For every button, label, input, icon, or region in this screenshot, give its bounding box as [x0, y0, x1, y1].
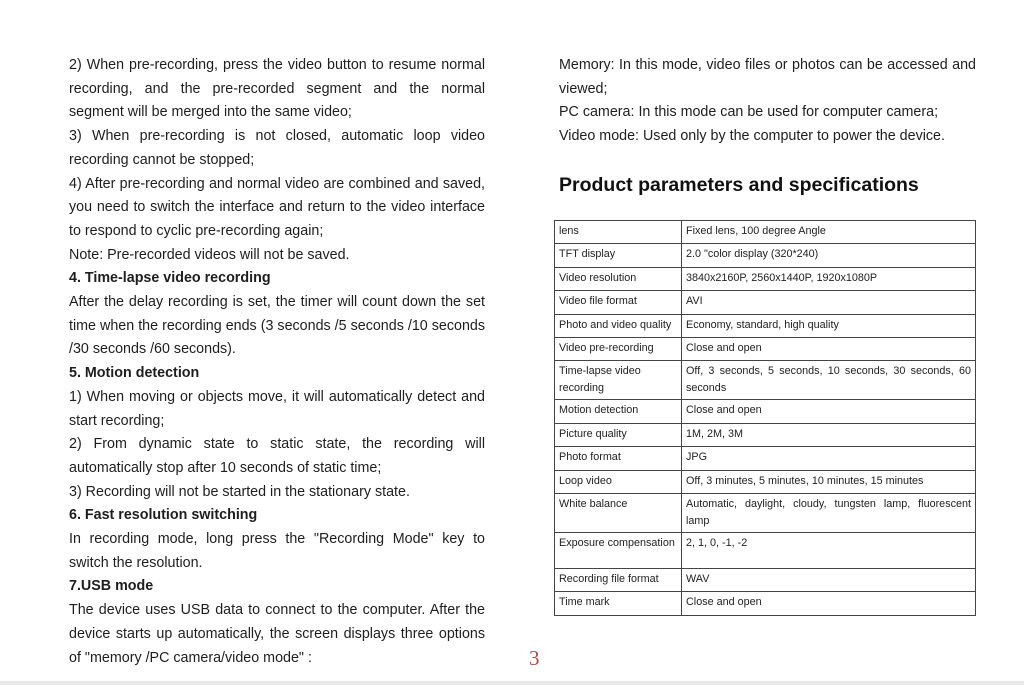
paragraph-video-mode: Video mode: Used only by the computer to power the device.	[559, 128, 945, 145]
spec-value: WAV	[682, 568, 976, 591]
page-number: 3	[529, 646, 540, 670]
spec-key: Loop video	[555, 470, 682, 493]
spec-value: Off, 3 seconds, 5 seconds, 10 seconds, 30 seconds, 60 seconds	[682, 361, 976, 400]
spec-value: Close and open	[682, 592, 976, 615]
spec-key: White balance	[555, 493, 682, 532]
spec-value: 2, 1, 0, -1, -2	[682, 532, 976, 568]
paragraph-memory: Memory: In this mode, video files or photos can be accessed and viewed;	[559, 57, 976, 97]
spec-row	[555, 447, 976, 470]
spec-key: Recording file format	[555, 568, 682, 591]
spec-key: Time mark	[555, 592, 682, 615]
spec-key: lens	[555, 221, 682, 244]
paragraph: After the delay recording is set, the timer will count down the set time when the recording ends (3 seconds /5 seconds /10 seconds /30 seconds /60 seconds).	[69, 294, 485, 358]
spec-value: 3840x2160P, 2560x1440P, 1920x1080P	[682, 267, 976, 290]
spec-row	[555, 337, 976, 360]
spec-key: Picture quality	[555, 423, 682, 446]
paragraph: 3) When pre-recording is not closed, automatic loop video recording cannot be stopped;	[69, 128, 485, 168]
spec-key: Video file format	[555, 291, 682, 314]
spec-row	[555, 221, 976, 244]
paragraph: In recording mode, long press the "Recording Mode" key to switch the resolution.	[69, 531, 485, 571]
spec-value: Economy, standard, high quality	[682, 314, 976, 337]
page-edge	[0, 681, 1024, 685]
spec-value: Fixed lens, 100 degree Angle	[682, 221, 976, 244]
spec-value: Off, 3 minutes, 5 minutes, 10 minutes, 15 minutes	[682, 470, 976, 493]
spec-row	[555, 361, 976, 400]
spec-key: Photo and video quality	[555, 314, 682, 337]
spec-value: Close and open	[682, 337, 976, 360]
right-column	[559, 54, 976, 149]
spec-table	[554, 220, 976, 616]
paragraph: 3) Recording will not be started in the stationary state.	[69, 483, 410, 500]
spec-key: Photo format	[555, 447, 682, 470]
spec-row	[555, 314, 976, 337]
paragraph-pc-camera: PC camera: In this mode can be used for computer camera;	[559, 104, 939, 121]
spec-row	[555, 568, 976, 591]
spec-key: Time-lapse video recording	[555, 361, 682, 400]
paragraph: 1) When moving or objects move, it will automatically detect and start recording;	[69, 388, 485, 429]
note: Note: Pre-recorded videos will not be saved.	[69, 246, 350, 263]
spec-row	[555, 470, 976, 493]
section-heading-motion-detection: 5. Motion detection	[69, 365, 200, 382]
spec-row	[555, 423, 976, 446]
spec-row	[555, 267, 976, 290]
spec-row	[555, 400, 976, 423]
spec-row	[555, 244, 976, 267]
spec-value: JPG	[682, 447, 976, 470]
spec-value: Close and open	[682, 400, 976, 423]
section-heading-resolution-switching: 6. Fast resolution switching	[69, 507, 258, 524]
spec-value: 2.0 "color display (320*240)	[682, 244, 976, 267]
paragraph: 4) After pre-recording and normal video are combined and saved, you need to switch the interface and return to the video interface to respond to cyclic pre-recording again;	[69, 175, 485, 239]
left-column	[69, 54, 485, 670]
spec-row	[555, 291, 976, 314]
spec-row	[555, 532, 976, 568]
spec-value: Automatic, daylight, cloudy, tungsten lamp, fluorescent lamp	[682, 493, 976, 532]
spec-key: Motion detection	[555, 400, 682, 423]
spec-row	[555, 493, 976, 532]
specs-heading: Product parameters and specifications	[559, 174, 919, 196]
paragraph: 2) From dynamic state to static state, the recording will automatically stop after 10 seconds of static time;	[69, 436, 485, 476]
section-heading-time-lapse: 4. Time-lapse video recording	[69, 270, 271, 287]
spec-key: Video pre-recording	[555, 337, 682, 360]
paragraph: 2) When pre-recording, press the video button to resume normal recording, and the pre-recorded segment and the normal segment will be merged into the same video;	[69, 57, 485, 121]
paragraph: The device uses USB data to connect to the computer. After the device starts up automatically, the screen displays three options of "memory /PC camera/video mode" :	[69, 602, 485, 666]
spec-key: Exposure compensation	[555, 532, 682, 568]
spec-value: 1M, 2M, 3M	[682, 423, 976, 446]
spec-row	[555, 592, 976, 615]
section-heading-usb-mode: 7.USB mode	[69, 578, 154, 595]
spec-key: TFT display	[555, 244, 682, 267]
spec-value: AVI	[682, 291, 976, 314]
spec-key: Video resolution	[555, 267, 682, 290]
